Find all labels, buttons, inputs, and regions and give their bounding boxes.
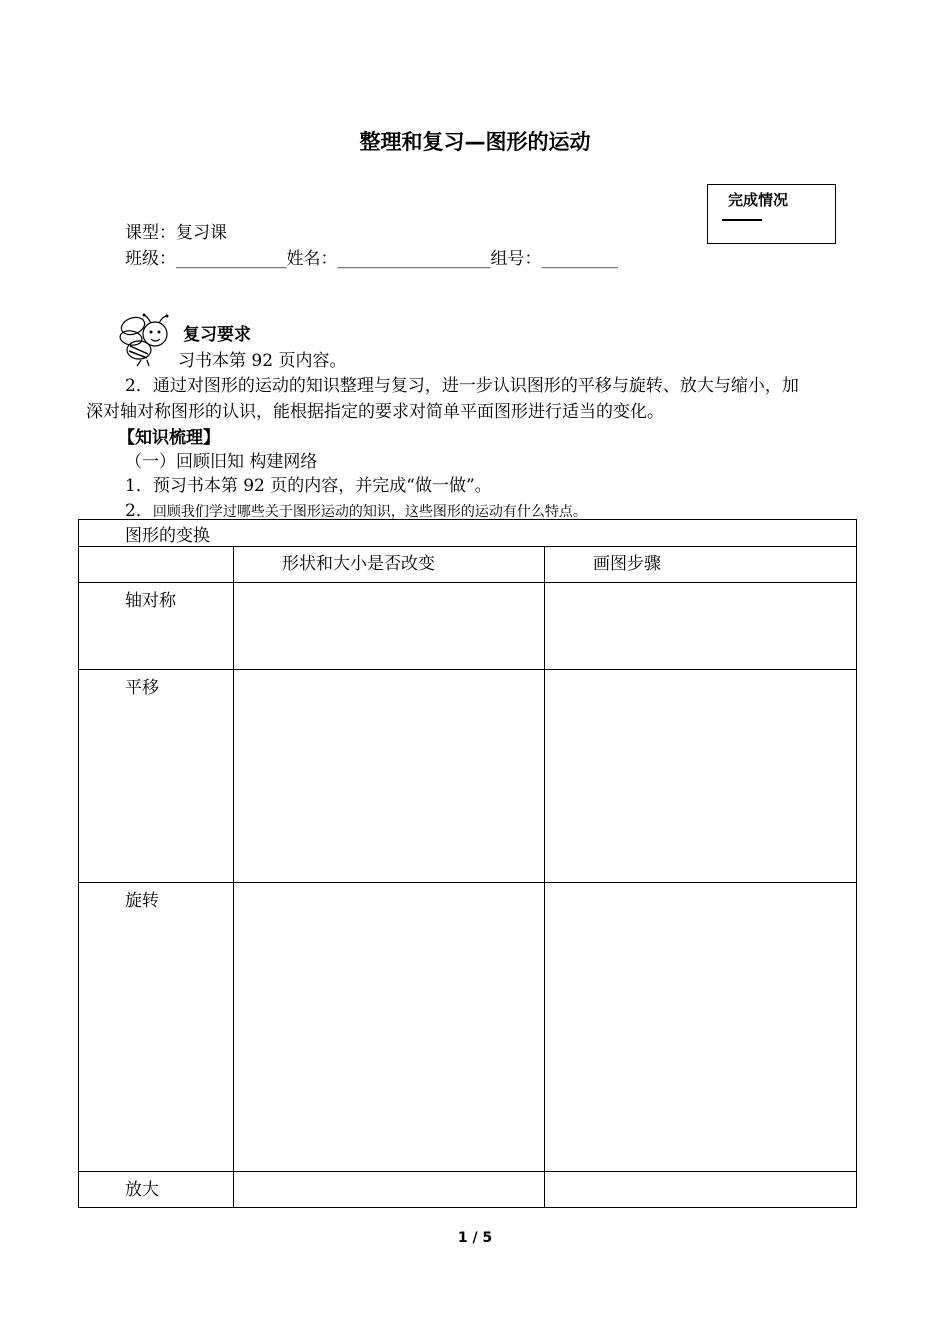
task-item-1: 1．预习书本第 92 页的内容，并完成“做一做”。	[125, 476, 492, 496]
cell-shape-size-answer[interactable]	[234, 1172, 545, 1208]
table-caption: 图形的变换	[125, 526, 210, 546]
requirement-2-line-1: 2．通过对图形的运动的知识整理与复习，进一步认识图形的平移与旋转、放大与缩小，加	[125, 376, 799, 396]
class-name-group-line: 班级：_____________姓名：__________________组号：_________	[125, 249, 618, 269]
cell-drawing-steps-answer[interactable]	[545, 583, 857, 670]
row-label-axial-symmetry: 轴对称	[125, 591, 176, 611]
cell-shape-size-answer[interactable]	[234, 670, 545, 883]
task-item-2	[125, 496, 587, 521]
cell-drawing-steps-answer[interactable]	[545, 670, 857, 883]
cell-shape-size-answer[interactable]	[234, 583, 545, 670]
completion-status-label: 完成情况	[728, 191, 789, 209]
column-header-drawing-steps: 画图步骤	[593, 554, 661, 574]
completion-status-box	[707, 184, 836, 244]
row-label-enlarge: 放大	[125, 1180, 159, 1200]
bee-icon	[117, 312, 179, 368]
table-caption-row	[79, 520, 857, 547]
cell-shape-size-answer[interactable]	[234, 883, 545, 1172]
task-item-2-text: 回顾我们学过哪些关于图形运动的知识，这些图形的运动有什么特点。	[152, 504, 587, 520]
table-row	[79, 883, 857, 1172]
section-knowledge-heading: 【知识梳理】	[118, 428, 220, 448]
cell-drawing-steps-answer[interactable]	[545, 883, 857, 1172]
subsection-review: （一）回顾旧知 构建网络	[125, 452, 318, 472]
page-number: 1 / 5	[457, 1230, 493, 1246]
requirement-1: 习书本第 92 页内容。	[178, 351, 347, 371]
lesson-type: 课型：复习课	[125, 223, 227, 243]
transformations-table	[78, 519, 857, 1208]
section-requirements-heading: 复习要求	[183, 325, 251, 345]
task-item-2-number: 2．	[125, 501, 153, 521]
table-header-row	[79, 547, 857, 583]
requirement-2-line-2: 深对轴对称图形的认识，能根据指定的要求对简单平面图形进行适当的变化。	[86, 402, 664, 422]
completion-status-blank	[722, 219, 762, 221]
table-row	[79, 1172, 857, 1208]
table-row	[79, 670, 857, 883]
column-header-shape-size: 形状和大小是否改变	[282, 554, 435, 574]
table-row	[79, 583, 857, 670]
page-title: 整理和复习—图形的运动	[359, 130, 591, 154]
cell-drawing-steps-answer[interactable]	[545, 1172, 857, 1208]
row-label-translation: 平移	[125, 678, 159, 698]
row-label-rotation: 旋转	[125, 891, 159, 911]
